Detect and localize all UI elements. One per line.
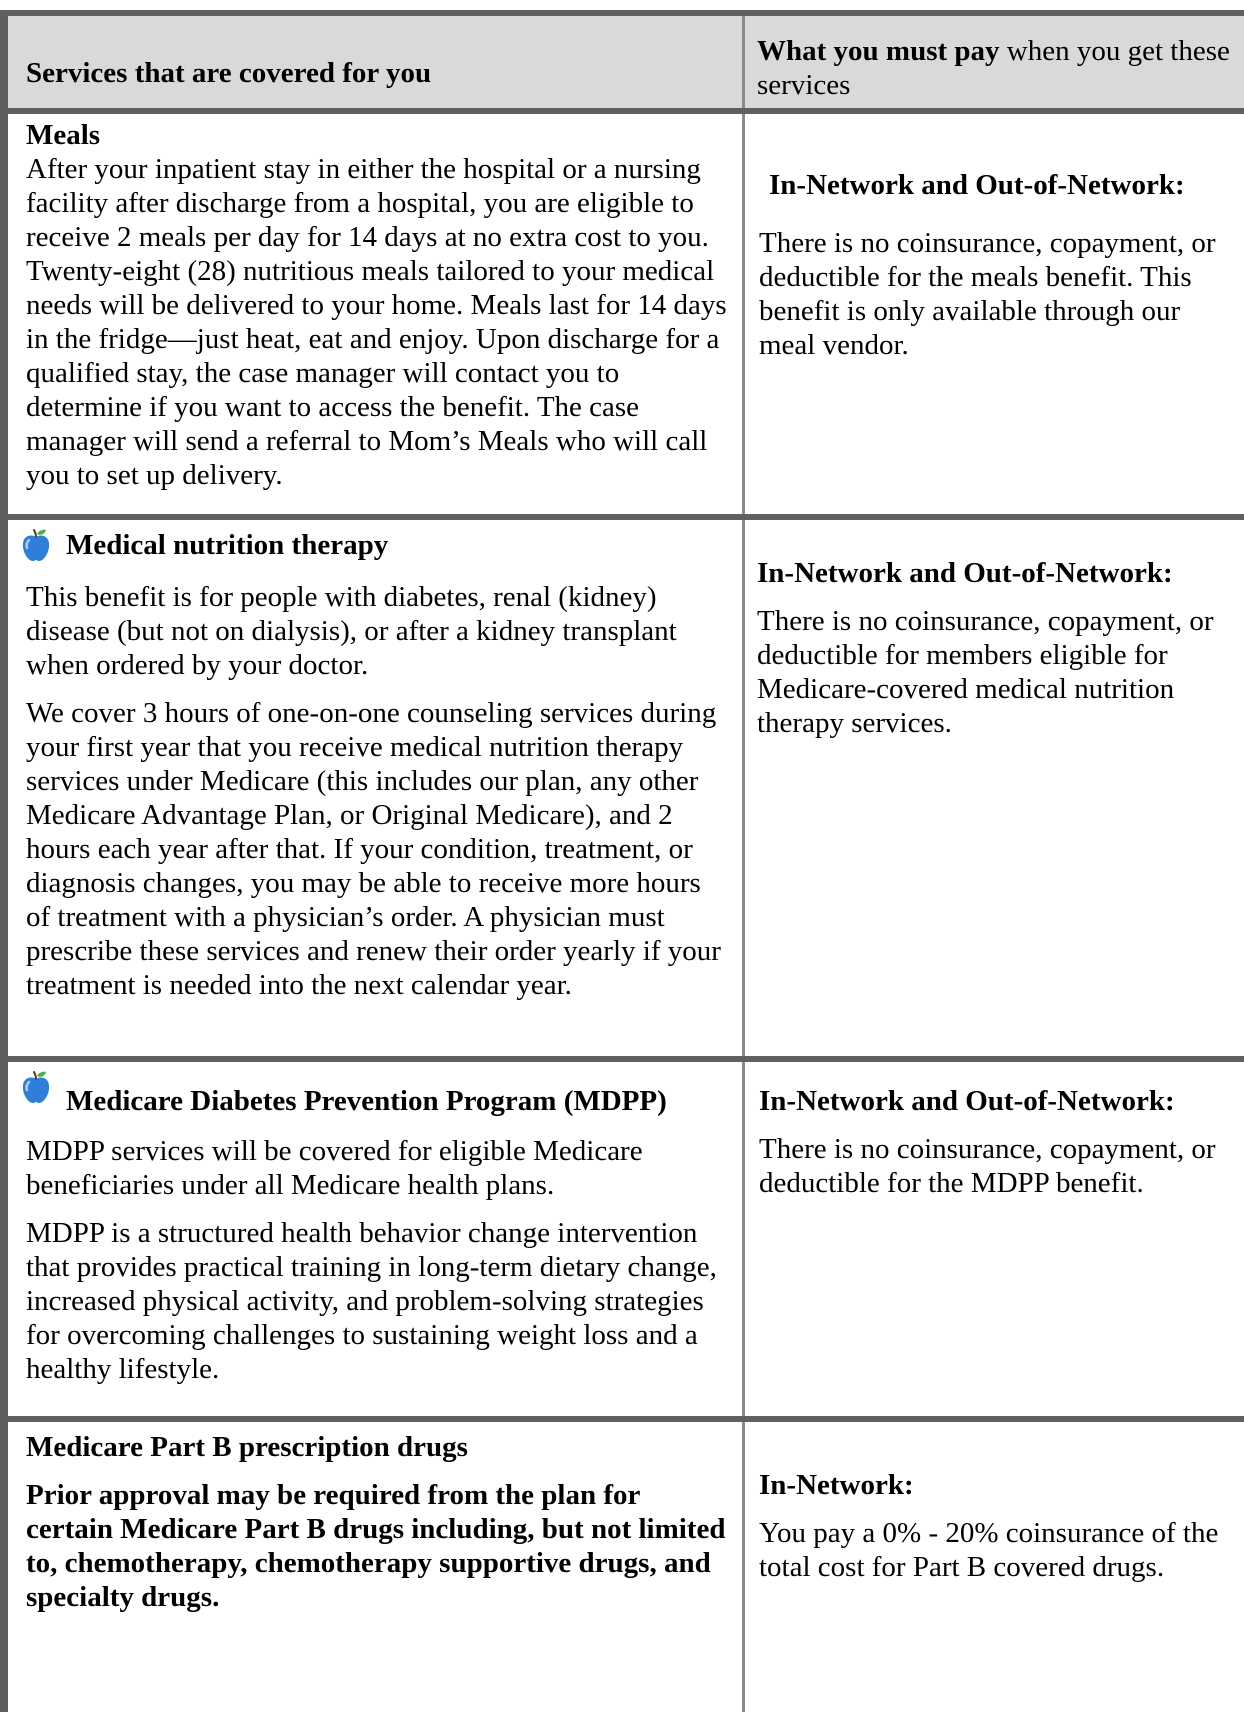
table-row-medical-nutrition-therapy (8, 520, 1244, 1062)
table-row-mdpp (8, 1062, 1244, 1422)
benefits-table (0, 10, 1244, 1712)
services-cell-mdpp (8, 1062, 745, 1416)
mdpp-paragraph-2: MDPP is a structured health behavior change intervention that provides practical training in long-term dietary change, increased physical activity, and problem-solving strategies for overcoming challenges to sustaining weight loss and a healthy lifestyle. (26, 1217, 717, 1385)
meals-pay-heading: In-Network and Out-of-Network: (769, 169, 1185, 201)
services-cell-meals (8, 114, 745, 514)
pay-cell-mnt (745, 520, 1244, 1056)
services-cell-mnt (8, 520, 745, 1056)
part-b-prior-approval: Prior approval may be required from the plan for certain Medicare Part B drugs including, but not limited to, chemotherapy, chemotherapy supportive drugs, and specialty drugs. (26, 1479, 726, 1613)
mdpp-pay-heading: In-Network and Out-of-Network: (759, 1085, 1175, 1117)
mdpp-paragraph-1: MDPP services will be covered for eligible Medicare beneficiaries under all Medicare health plans. (26, 1135, 643, 1201)
mdpp-title-line (26, 1070, 728, 1118)
part-b-pay-heading: In-Network: (759, 1469, 914, 1501)
header-pay-cell (745, 16, 1244, 108)
header-services-label: Services that are covered for you (26, 57, 432, 89)
mnt-pay-heading: In-Network and Out-of-Network: (757, 557, 1173, 589)
apple-icon (18, 1070, 54, 1106)
pay-cell-meals (745, 114, 1244, 514)
mnt-paragraph-2: We cover 3 hours of one-on-one counseling services during your first year that you receive medical nutrition therapy services under Medicare (this includes our plan, any other Medicare Advantage Plan, or Original Medicare), and 2 hours each year after that. If your condition, treatment, or diagnosis changes, you may be able to receive more hours of treatment with a physician’s order. A physician must prescribe these services and renew their order yearly if your treatment is needed into the next calendar year. (26, 697, 721, 1001)
mnt-paragraph-1: This benefit is for people with diabetes, renal (kidney) disease (but not on dialysis), or after a kidney transplant when ordered by your doctor. (26, 581, 677, 681)
pay-cell-part-b (745, 1422, 1244, 1712)
services-cell-part-b (8, 1422, 745, 1712)
section-title-mdpp: Medicare Diabetes Prevention Program (MDPP) (66, 1085, 667, 1117)
table-row-part-b-drugs (8, 1422, 1244, 1712)
section-title-meals: Meals (26, 119, 101, 151)
section-title-mnt: Medical nutrition therapy (66, 529, 389, 561)
meals-description: After your inpatient stay in either the hospital or a nursing facility after discharge from a hospital, you are eligible to receive 2 meals per day for 14 days at no extra cost to you. Twenty-eight (28) nutritious meals tailored to your medical needs will be delivered to your home. Meals last for 14 days in the fridge—just heat, eat and enjoy. Upon discharge for a qualified stay, the case manager will contact you to determine if you want to access the benefit. The case manager will send a referral to Mom’s Meals who will call you to set up delivery. (26, 153, 727, 491)
part-b-pay-text: You pay a 0% - 20% coinsurance of the total cost for Part B covered drugs. (759, 1517, 1219, 1583)
mdpp-pay-text: There is no coinsurance, copayment, or deductible for the MDPP benefit. (759, 1133, 1216, 1199)
meals-pay-text: There is no coinsurance, copayment, or deductible for the meals benefit. This benefit is only available through our meal vendor. (759, 227, 1216, 361)
header-pay-label-bold: What you must pay (757, 35, 1000, 67)
apple-icon (18, 528, 54, 564)
pay-cell-mdpp (745, 1062, 1244, 1416)
mnt-title-line (26, 528, 728, 564)
section-title-part-b: Medicare Part B prescription drugs (26, 1431, 468, 1463)
header-services-cell (8, 16, 745, 108)
header-pay-label-rest: when you get these services (757, 35, 1230, 101)
mnt-pay-text: There is no coinsurance, copayment, or deductible for members eligible for Medicare-covered medical nutrition therapy services. (757, 605, 1214, 739)
table-header-row (8, 16, 1244, 114)
table-row-meals (8, 114, 1244, 520)
